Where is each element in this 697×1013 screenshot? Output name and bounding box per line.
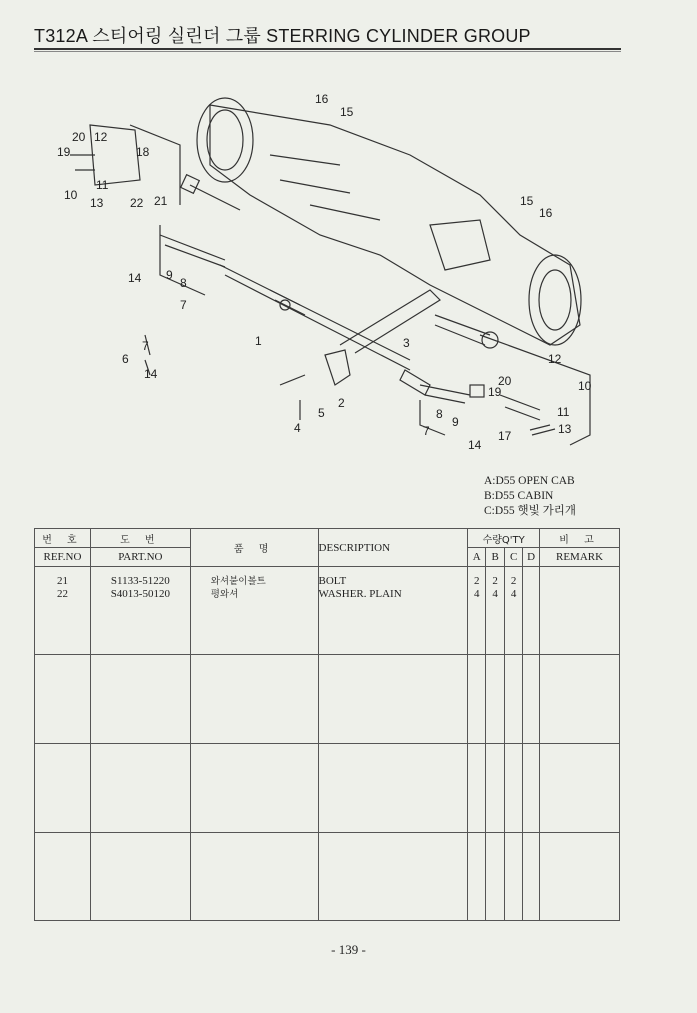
parts-table [34,528,620,921]
callout-12-right: 12 [548,352,562,366]
table-row-qty-b: 2 [492,575,498,587]
col-qty-b [486,567,505,655]
page-title: T312A 스티어링 실린더 그룹 STERRING CYLINDER GROUP [34,26,531,46]
header-part-ko: 도 번 [90,529,190,548]
table-row-description: WASHER. PLAIN [318,588,402,600]
callout-7-right: 7 [423,424,430,438]
callout-5: 5 [318,406,325,420]
header-col-d: D [523,548,540,567]
col-part [90,567,190,655]
legend-c: C:D55 햇빛 가리개 [484,505,576,517]
callout-11: 11 [96,178,109,192]
callout-8: 8 [180,276,187,290]
title-rule [34,48,621,50]
exploded-parts-diagram [50,85,610,455]
callout-13: 13 [90,196,104,210]
header-ref-ko: 번 호 [35,529,91,548]
steering-cylinder [220,265,410,370]
callout-11-right: 11 [557,405,570,419]
callout-15: 15 [340,105,354,119]
callout-9: 9 [166,268,173,282]
col-ref [35,567,91,655]
table-row-remark [540,575,619,588]
callout-8-right: 8 [436,407,443,421]
header-qty: 수량Q'TY [468,529,540,548]
col-qty-a [468,567,486,655]
callout-16-right: 16 [539,206,553,220]
empty-block [35,833,620,921]
legend-b: B:D55 CABIN [484,490,554,502]
housing-outline [210,105,580,345]
table-row-part: S1133-51220 [110,575,170,587]
header-remark-en: REMARK [540,548,620,567]
table-row-ref: 22 [56,588,68,600]
callout-13-right: 13 [558,422,572,436]
table-row-qty-c: 4 [510,588,517,600]
callout-3: 3 [403,336,410,350]
callout-6: 6 [122,352,129,366]
hose-upper-left [190,185,240,210]
callout-14-right: 14 [468,438,482,452]
callout-14-left: 14 [144,367,158,381]
header-col-a: A [468,548,486,567]
empty-block [35,744,620,833]
header-description: DESCRIPTION [318,529,468,567]
callout-20: 20 [72,130,86,144]
clamp-bracket [325,350,350,385]
col-qty-d [523,567,540,655]
table-row-part: S4013-50120 [110,588,170,600]
page-number: - 139 - [331,942,366,957]
col-description [318,567,468,655]
callout-22: 22 [130,196,144,210]
header-name-ko: 품 명 [190,529,318,567]
table-row-qty-d [523,575,539,588]
callout-7-left: 7 [142,339,149,353]
empty-block [35,655,620,744]
callout-17: 17 [498,429,512,443]
table-row-name-ko: 평와셔 [210,589,239,600]
callout-10: 10 [64,188,78,202]
table-row-ref: 21 [56,575,68,587]
header-remark-ko: 비 고 [540,529,620,548]
callout-7: 7 [180,298,187,312]
table-row-description: BOLT [318,575,347,587]
callout-10-right: 10 [578,379,592,393]
callout-15-right: 15 [520,194,534,208]
header-ref-en: REF.NO [35,548,91,567]
table-row-qty-a: 2 [473,575,480,587]
col-remark [540,567,620,655]
callout-1: 1 [255,334,262,348]
col-qty-c [505,567,523,655]
table-row-qty-c: 2 [510,575,517,587]
table-row-name-ko: 와셔붙이볼트 [210,576,266,587]
callout-16: 16 [315,92,329,106]
header-col-c: C [505,548,523,567]
header-col-b: B [486,548,505,567]
callout-19: 19 [57,145,71,159]
callout-12: 12 [94,130,108,144]
housing-flange-right [529,255,581,345]
header-part-en: PART.NO [90,548,190,567]
callout-4: 4 [294,421,301,435]
callout-2: 2 [338,396,345,410]
callout-14: 14 [128,271,142,285]
title-rule-thin [34,51,621,52]
callout-21: 21 [154,194,168,208]
callout-9-right: 9 [452,415,459,429]
tie-rod [340,290,440,353]
col-name-ko [190,567,318,655]
callout-19-right: 19 [488,385,502,399]
callout-20-right: 20 [498,374,512,388]
legend-a: A:D55 OPEN CAB [484,475,575,487]
table-row-remark [540,588,619,601]
table-row-qty-d [523,588,539,601]
model-legend [484,474,576,519]
callout-18: 18 [136,145,150,159]
table-row-qty-a: 4 [473,588,480,600]
table-row-qty-b: 4 [492,588,498,600]
